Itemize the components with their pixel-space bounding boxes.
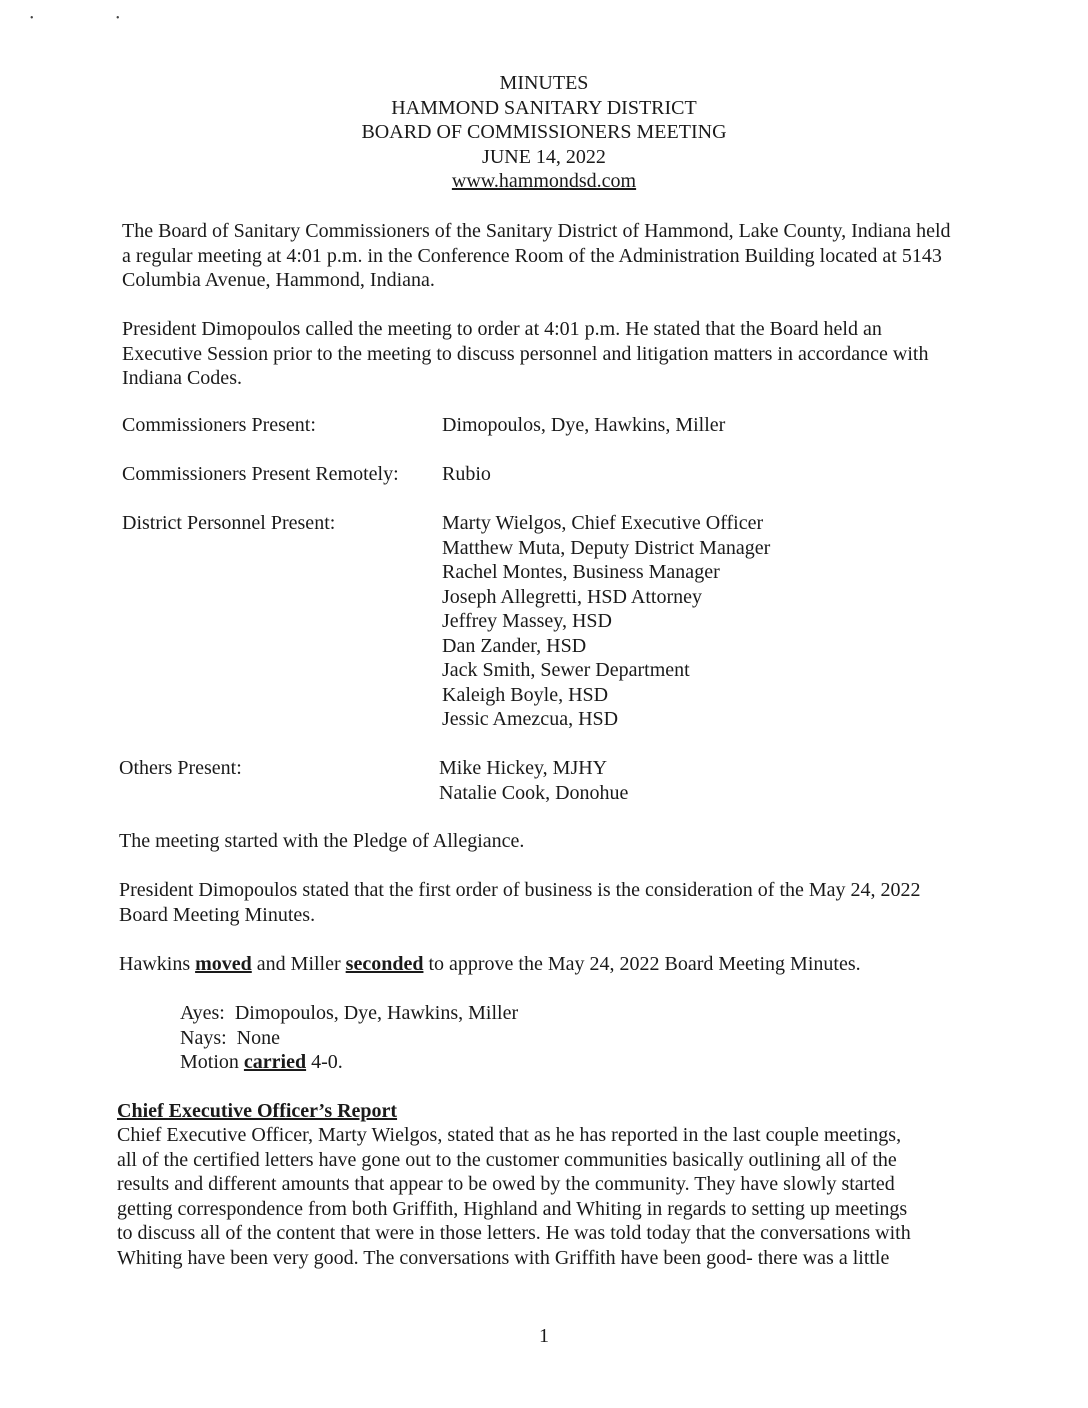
list-item: Jack Smith, Sewer Department: [442, 659, 690, 681]
page-number: 1: [539, 1325, 549, 1347]
report-line: getting correspondence from both Griffith, Highland and Whiting in regards to setting up meetings: [117, 1197, 908, 1220]
header-title: MINUTES: [499, 72, 589, 94]
motion-paragraph: [119, 952, 999, 977]
list-item: Kaleigh Boyle, HSD: [442, 683, 609, 706]
website-link[interactable]: www.hammondsd.com: [451, 170, 637, 192]
motion-result-line: [180, 1050, 518, 1075]
report-line: results and different amounts that appear to be owed by the community. They have slowly started: [117, 1173, 895, 1195]
nays-line: Nays: None: [180, 1026, 280, 1049]
ceo-report-title: Chief Executive Officer’s Report: [117, 1100, 398, 1122]
vote-block: [180, 1001, 518, 1075]
personnel-label: District Personnel Present:: [122, 512, 336, 534]
motion-result-text: Motion: [180, 1051, 244, 1073]
motion-text: to approve the May 24, 2022 Board Meeting Minutes.: [423, 953, 861, 975]
commissioners-label: Commissioners Present:: [122, 414, 316, 436]
first-order-paragraph: President Dimopoulos stated that the first order of business is the consideration of the May 24, 2022 Board Meeting Minutes.: [119, 879, 921, 926]
report-line: Whiting have been very good. The conversations with Griffith have been good- there was a little: [117, 1246, 890, 1269]
motion-result-text: 4-0.: [306, 1051, 343, 1073]
document-header: [0, 71, 1088, 194]
others-list: [439, 756, 628, 805]
ayes-line: Ayes: Dimopoulos, Dye, Hawkins, Miller: [180, 1002, 519, 1024]
intro-paragraph: The Board of Sanitary Commissioners of the Sanitary District of Hammond, Lake County, Indiana held a regular meeting at 4:01 p.m. in the Conference Room of the Administration Building located at 5143 Columbia Avenue, Hammond, Indiana.: [122, 220, 951, 291]
remote-names: Rubio: [442, 463, 491, 485]
carried-emphasis: carried: [243, 1051, 307, 1073]
list-item: Jeffrey Massey, HSD: [442, 610, 612, 632]
motion-text: Hawkins: [119, 953, 196, 975]
moved-emphasis: moved: [195, 953, 252, 975]
list-item: Natalie Cook, Donohue: [439, 781, 629, 804]
list-item: Mike Hickey, MJHY: [439, 757, 608, 779]
header-organization: HAMMOND SANITARY DISTRICT: [391, 96, 697, 119]
report-line: to discuss all of the content that were in those letters. He was told today that the conversations with: [117, 1222, 911, 1244]
list-item: Rachel Montes, Business Manager: [442, 561, 720, 583]
ceo-report-body: [117, 1123, 997, 1270]
others-label: Others Present:: [119, 757, 242, 779]
seconded-emphasis: seconded: [345, 953, 424, 975]
list-item: Marty Wielgos, Chief Executive Officer: [442, 512, 764, 534]
personnel-list: [442, 511, 770, 732]
header-date: JUNE 14, 2022: [482, 145, 606, 168]
pledge-paragraph: The meeting started with the Pledge of Allegiance.: [119, 830, 525, 852]
header-meeting: BOARD OF COMMISSIONERS MEETING: [361, 121, 727, 143]
scan-specks: • •: [30, 13, 160, 24]
list-item: Jessic Amezcua, HSD: [442, 708, 619, 730]
report-line: all of the certified letters have gone out to the customer communities basically outlining all of the: [117, 1148, 897, 1171]
list-item: Dan Zander, HSD: [442, 634, 587, 657]
call-to-order-paragraph: President Dimopoulos called the meeting to order at 4:01 p.m. He stated that the Board held an Executive Session prior to the meeting to discuss personnel and litigation matters in accordance with Indiana Codes.: [122, 318, 929, 389]
motion-text: and Miller: [251, 953, 346, 975]
commissioners-names: Dimopoulos, Dye, Hawkins, Miller: [442, 414, 726, 436]
list-item: Joseph Allegretti, HSD Attorney: [442, 585, 702, 608]
report-line: Chief Executive Officer, Marty Wielgos, stated that as he has reported in the last couple meetings,: [117, 1124, 902, 1146]
list-item: Matthew Muta, Deputy District Manager: [442, 536, 771, 559]
remote-label: Commissioners Present Remotely:: [122, 463, 399, 485]
